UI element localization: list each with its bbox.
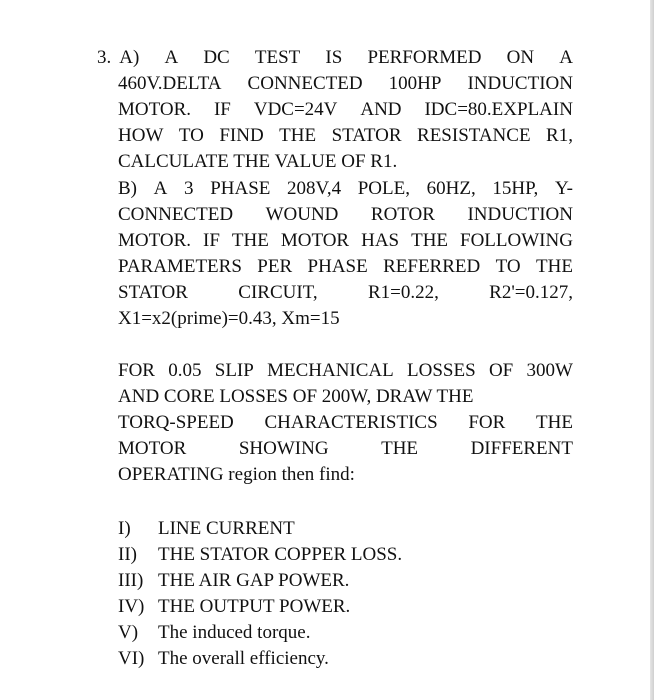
list-item-number: V) — [118, 622, 139, 643]
word: MOTOR — [118, 438, 187, 459]
word: 100HP — [388, 73, 442, 94]
word: FOR — [118, 360, 155, 381]
word: DC — [203, 47, 230, 68]
word: 3 — [184, 178, 194, 199]
word: WOUND — [265, 204, 339, 225]
list-item — [118, 568, 349, 594]
part-a-line-4 — [118, 123, 573, 149]
conditions-line-5 — [118, 462, 573, 488]
word: R1, — [546, 125, 573, 146]
word: REFERRED — [383, 256, 481, 277]
word: MECHANICAL — [267, 360, 394, 381]
list-item — [118, 516, 295, 542]
word: PERFORMED — [367, 47, 482, 68]
word: CIRCUIT, — [238, 282, 318, 303]
word: 15HP, — [492, 178, 539, 199]
part-b-line-6 — [118, 306, 573, 332]
conditions-line-3 — [118, 410, 573, 436]
word: INDUCTION — [467, 204, 573, 225]
word: TO — [178, 125, 204, 146]
word: THE — [279, 125, 317, 146]
word: MOTOR. — [118, 99, 192, 120]
list-item-number: II) — [118, 544, 137, 565]
part-b-line-3 — [118, 228, 573, 254]
list-item-text: THE AIR GAP POWER. — [158, 570, 350, 591]
word: TEST — [254, 47, 301, 68]
question-number: 3. — [97, 47, 112, 68]
part-b-line-1 — [118, 176, 573, 202]
word: THE — [231, 230, 269, 251]
word: PHASE — [307, 256, 368, 277]
word: AND — [360, 99, 402, 120]
word: MOTOR. — [118, 230, 192, 251]
list-item-text: The induced torque. — [158, 622, 311, 643]
word: THE — [381, 438, 419, 459]
word: FOLLOWING — [460, 230, 573, 251]
word: R2'=0.127, — [489, 282, 573, 303]
word: TORQ-SPEED — [118, 412, 234, 433]
word: 0.05 — [168, 360, 202, 381]
conditions-line-4 — [118, 436, 573, 462]
part-b-label: B) — [118, 178, 137, 199]
list-item — [118, 594, 350, 620]
word: OF — [488, 360, 514, 381]
word: IDC=80.EXPLAIN — [424, 99, 573, 120]
word: RESISTANCE — [417, 125, 531, 146]
word: ON — [506, 47, 535, 68]
text-line: OPERATING region then find: — [118, 464, 355, 485]
word: Y- — [554, 178, 573, 199]
word: IS — [325, 47, 343, 68]
word: 208V,4 — [287, 178, 342, 199]
part-b-line-4 — [118, 254, 573, 280]
list-item-text: THE OUTPUT POWER. — [158, 596, 351, 617]
list-item — [118, 542, 402, 568]
word: A — [164, 47, 179, 68]
word: STATOR — [118, 282, 188, 303]
list-item-number: VI) — [118, 648, 145, 669]
word: HOW — [118, 125, 164, 146]
part-a-label: A) — [119, 47, 140, 68]
word: STATOR — [331, 125, 402, 146]
word: IF — [203, 230, 220, 251]
word: VDC=24V — [253, 99, 338, 120]
part-b-line-2 — [118, 202, 573, 228]
word: 60HZ, — [426, 178, 476, 199]
list-item-number: III) — [118, 570, 144, 591]
word: FOR — [468, 412, 506, 433]
list-item-number: IV) — [118, 596, 145, 617]
list-item-text: The overall efficiency. — [158, 648, 329, 669]
text-line: AND CORE LOSSES OF 200W, DRAW THE — [118, 386, 474, 407]
part-a-line-2 — [118, 71, 573, 97]
part-b-line-5 — [118, 280, 573, 306]
word: HAS — [361, 230, 400, 251]
word: PARAMETERS — [118, 256, 242, 277]
list-item — [118, 620, 310, 646]
word: CHARACTERISTICS — [264, 412, 438, 433]
word: PER — [257, 256, 293, 277]
list-item — [118, 646, 329, 672]
page-edge-shadow — [650, 0, 654, 700]
word: TO — [495, 256, 521, 277]
word: A — [153, 178, 168, 199]
word: R1=0.22, — [367, 282, 439, 303]
word: A — [559, 47, 573, 68]
word: FIND — [219, 125, 264, 146]
word: 460V.DELTA — [118, 73, 222, 94]
word: POLE, — [357, 178, 410, 199]
word: SLIP — [214, 360, 254, 381]
word: CONNECTED — [247, 73, 363, 94]
part-a-line-5 — [118, 149, 573, 175]
word: MOTOR — [280, 230, 350, 251]
word: THE — [411, 230, 449, 251]
list-item-text: THE STATOR COPPER LOSS. — [158, 544, 403, 565]
word: THE — [536, 412, 573, 433]
part-a-line-3 — [118, 97, 573, 123]
word: THE — [536, 256, 573, 277]
text-line: X1=x2(prime)=0.43, Xm=15 — [118, 308, 340, 329]
word: LOSSES — [407, 360, 476, 381]
list-item-text: LINE CURRENT — [158, 518, 295, 539]
word: PHASE — [210, 178, 271, 199]
word: ROTOR — [370, 204, 435, 225]
conditions-line-1 — [118, 358, 573, 384]
list-item-number: I) — [118, 518, 131, 539]
word: CONNECTED — [118, 204, 234, 225]
word: DIFFERENT — [470, 438, 573, 459]
word: 300W — [526, 360, 573, 381]
word: INDUCTION — [467, 73, 573, 94]
text-line: CALCULATE THE VALUE OF R1. — [118, 151, 398, 172]
part-a-line-1 — [97, 45, 573, 71]
word: SHOWING — [238, 438, 329, 459]
conditions-line-2 — [118, 384, 573, 410]
word: IF — [213, 99, 231, 120]
